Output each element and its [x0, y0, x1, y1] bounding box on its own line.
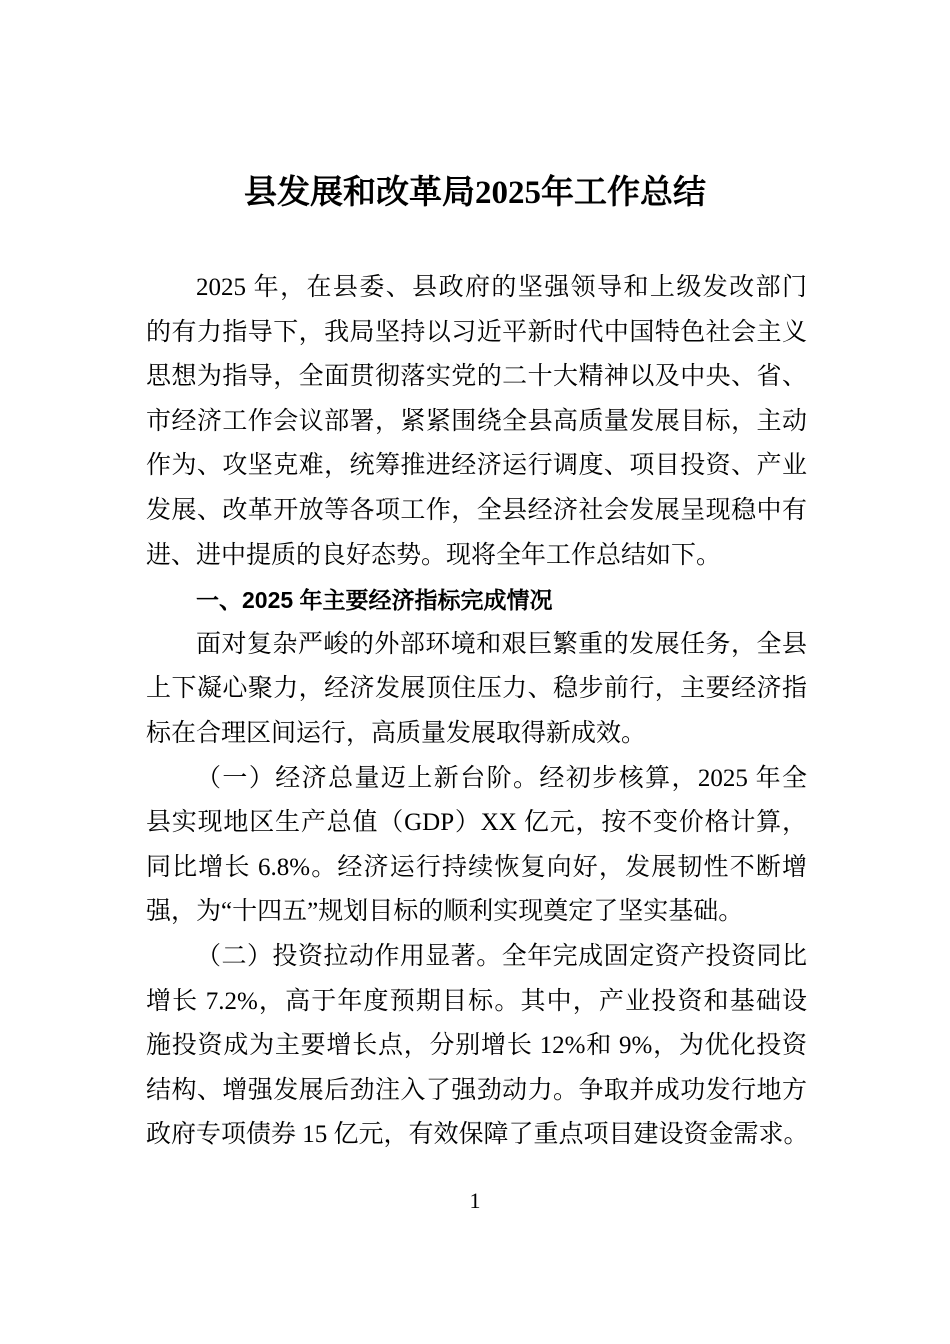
document-body: [146, 266, 807, 1158]
text-line: 施投资成为主要增长点，分别增长 12%和 9%，为优化投资: [146, 1032, 807, 1060]
text-line: 上下凝心聚力，经济发展顶住压力、稳步前行，主要经济指: [146, 675, 807, 703]
text-line: 2025 年，在县委、县政府的坚强领导和上级发改部门: [196, 274, 807, 301]
text-line: 县实现地区生产总值（GDP）XX 亿元，按不变价格计算，: [146, 809, 807, 837]
text-line: 市经济工作会议部署，紧紧围绕全县高质量发展目标，主动: [146, 407, 807, 435]
paragraph: [146, 266, 807, 578]
text-line: 标在合理区间运行，高质量发展取得新成效。: [146, 719, 647, 747]
text-line: 面对复杂严峻的外部环境和艰巨繁重的发展任务，全县: [196, 630, 807, 658]
text-line: 进、进中提质的良好态势。现将全年工作总结如下。: [146, 541, 722, 569]
text-line: （二）投资拉动作用显著。全年完成固定资产投资同比: [196, 942, 807, 970]
text-line: 强，为“十四五”规划目标的顺利实现奠定了坚实基础。: [146, 898, 744, 926]
page-number: 1: [469, 1188, 481, 1213]
text-line: 增长 7.2%，高于年度预期目标。其中，产业投资和基础设: [146, 987, 807, 1015]
text-line: 的有力指导下，我局坚持以习近平新时代中国特色社会主义: [146, 318, 807, 346]
text-line: 思想为指导，全面贯彻落实党的二十大精神以及中央、省、: [146, 363, 807, 391]
text-line: （一）经济总量迈上新台阶。经初步核算，2025 年全: [196, 764, 807, 792]
text-line: 同比增长 6.8%。经济运行持续恢复向好，发展韧性不断增: [146, 853, 807, 881]
text-line: 作为、攻坚克难，统筹推进经济运行调度、项目投资、产业: [146, 452, 807, 480]
paragraph: [146, 935, 807, 1158]
text-line: 发展、改革开放等各项工作，全县经济社会发展呈现稳中有: [146, 496, 807, 524]
paragraph: [146, 757, 807, 935]
text-line: 政府专项债券 15 亿元，有效保障了重点项目建设资金需求。: [146, 1121, 809, 1149]
text-line: 结构、增强发展后劲注入了强劲动力。争取并成功发行地方: [146, 1076, 807, 1104]
section-heading: [146, 578, 807, 623]
paragraph: [146, 623, 807, 757]
text-line: 一、2025 年主要经济指标完成情况: [196, 587, 553, 614]
document-title: 县发展和改革局2025年工作总结: [244, 175, 706, 211]
